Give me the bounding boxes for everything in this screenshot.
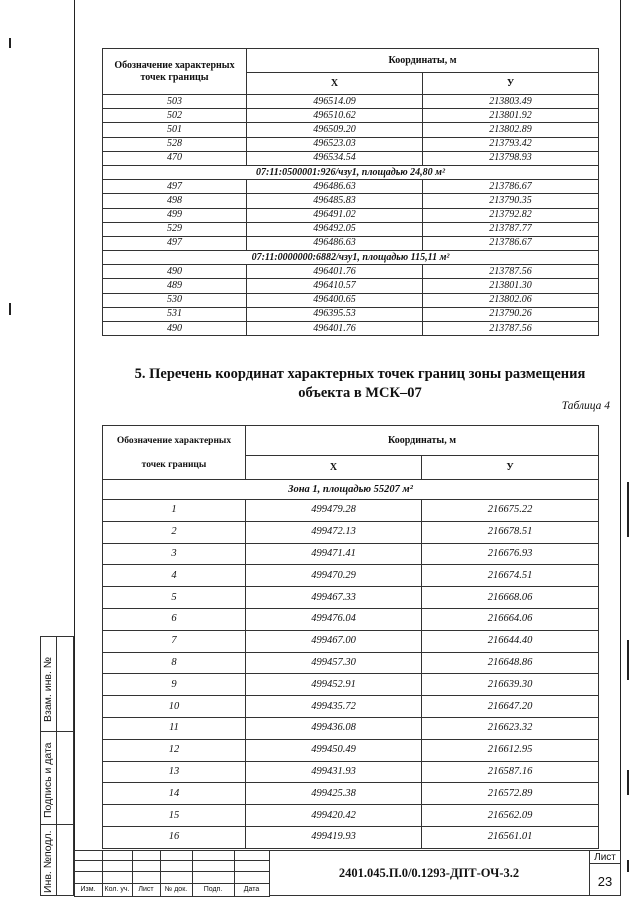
title-block-label: Подп. xyxy=(203,886,223,893)
coordinates-table-continued xyxy=(102,48,599,336)
table-row xyxy=(103,565,599,587)
coord-x: 499471.41 xyxy=(246,543,422,565)
coord-x: 496510.62 xyxy=(247,109,423,123)
coord-x: 496534.54 xyxy=(247,151,423,165)
zone-label: 07:11:0000000:6882/чзу1, площадью 115,11 м² xyxy=(103,251,599,265)
table1-body xyxy=(103,95,599,336)
coord-x: 499452.91 xyxy=(246,674,422,696)
scan-mark xyxy=(627,482,629,537)
title-block-label: Изм. xyxy=(80,886,96,893)
coord-x: 496401.76 xyxy=(247,265,423,279)
point-number: 497 xyxy=(103,180,247,194)
coord-x: 499457.30 xyxy=(246,652,422,674)
coord-y: 213801.30 xyxy=(423,279,599,293)
side-stamp-vzam-value xyxy=(56,636,74,732)
point-number: 499 xyxy=(103,208,247,222)
table-row xyxy=(103,696,599,718)
header-x: X xyxy=(246,456,422,480)
header-coordinates: Координаты, м xyxy=(246,426,599,456)
point-number: 497 xyxy=(103,236,247,250)
table-row xyxy=(103,500,599,522)
coord-y: 213801.92 xyxy=(423,109,599,123)
header-point-designation: Обозначение характерных точек границы xyxy=(103,49,247,95)
table-row xyxy=(103,630,599,652)
document-number: 2401.045.П.0/0.1293-ДПТ-ОЧ-3.2 xyxy=(338,866,520,880)
frame-right-line xyxy=(620,0,621,896)
point-number: 7 xyxy=(103,630,246,652)
coord-y: 216668.06 xyxy=(422,587,599,609)
title-block xyxy=(74,850,621,896)
point-number: 490 xyxy=(103,265,247,279)
table-label: Таблица 4 xyxy=(561,400,610,412)
point-number: 530 xyxy=(103,293,247,307)
table-row xyxy=(103,674,599,696)
coord-y: 216562.09 xyxy=(422,805,599,827)
scan-mark xyxy=(627,860,629,872)
coord-y: 216572.89 xyxy=(422,783,599,805)
point-number: 12 xyxy=(103,739,246,761)
title-block-label: Лист xyxy=(138,886,154,893)
coord-y: 216676.93 xyxy=(422,543,599,565)
coord-x: 496395.53 xyxy=(247,307,423,321)
coord-y: 213790.26 xyxy=(423,307,599,321)
coord-y: 216675.22 xyxy=(422,500,599,522)
coord-x: 499472.13 xyxy=(246,521,422,543)
sheet-number: 23 xyxy=(597,874,613,889)
coord-x: 499420.42 xyxy=(246,805,422,827)
scan-mark xyxy=(9,303,11,315)
table-row xyxy=(103,236,599,250)
header-point-designation-line1: Обозначение характерных xyxy=(116,435,232,446)
point-number: 502 xyxy=(103,109,247,123)
side-stamp-inv-label: Инв. №подл. xyxy=(42,830,54,893)
coord-x: 496410.57 xyxy=(247,279,423,293)
coord-y: 213787.56 xyxy=(423,322,599,336)
coord-x: 496492.05 xyxy=(247,222,423,236)
coord-x: 496486.63 xyxy=(247,180,423,194)
point-number: 5 xyxy=(103,587,246,609)
table-row xyxy=(103,109,599,123)
header-y: У xyxy=(422,456,599,480)
zone-row xyxy=(103,165,599,179)
frame-left-line xyxy=(74,0,75,896)
coord-y: 216648.86 xyxy=(422,652,599,674)
title-block-label: Кол. уч. xyxy=(104,886,130,893)
point-number: 6 xyxy=(103,608,246,630)
point-number: 470 xyxy=(103,151,247,165)
coord-y: 216644.40 xyxy=(422,630,599,652)
title-block-label: Дата xyxy=(243,886,260,893)
coord-x: 496401.76 xyxy=(247,322,423,336)
table-row xyxy=(103,761,599,783)
section-title-line2: объекта в МСК–07 xyxy=(298,385,422,401)
side-stamp-inv-value xyxy=(56,824,74,896)
point-number: 528 xyxy=(103,137,247,151)
table2-body xyxy=(103,480,599,849)
scan-mark xyxy=(627,770,629,795)
point-number: 1 xyxy=(103,500,246,522)
point-number: 489 xyxy=(103,279,247,293)
coord-y: 213798.93 xyxy=(423,151,599,165)
coord-x: 499435.72 xyxy=(246,696,422,718)
point-number: 9 xyxy=(103,674,246,696)
coord-x: 499476.04 xyxy=(246,608,422,630)
coord-x: 496509.20 xyxy=(247,123,423,137)
coord-x: 499419.93 xyxy=(246,826,422,848)
coord-y: 213787.77 xyxy=(423,222,599,236)
coord-x: 496485.83 xyxy=(247,194,423,208)
table-row xyxy=(103,543,599,565)
table-row xyxy=(103,521,599,543)
coord-y: 216674.51 xyxy=(422,565,599,587)
table-row xyxy=(103,608,599,630)
coord-y: 213786.67 xyxy=(423,236,599,250)
point-number: 529 xyxy=(103,222,247,236)
table-row xyxy=(103,151,599,165)
coord-y: 213802.06 xyxy=(423,293,599,307)
table-row xyxy=(103,279,599,293)
coord-x: 499467.00 xyxy=(246,630,422,652)
table-row xyxy=(103,307,599,321)
title-block-label: № док. xyxy=(164,886,188,893)
table-row xyxy=(103,587,599,609)
zone-row xyxy=(103,251,599,265)
point-number: 2 xyxy=(103,521,246,543)
header-x: X xyxy=(247,73,423,95)
side-stamp-podpis-label: Подпись и дата xyxy=(42,742,54,818)
table-row xyxy=(103,652,599,674)
coord-y: 216612.95 xyxy=(422,739,599,761)
coord-y: 216561.01 xyxy=(422,826,599,848)
coord-y: 213793.42 xyxy=(423,137,599,151)
point-number: 501 xyxy=(103,123,247,137)
coordinates-table xyxy=(102,425,599,849)
table-row xyxy=(103,717,599,739)
zone-label: Зона 1, площадью 55207 м² xyxy=(103,480,599,500)
side-stamp-podpis-value xyxy=(56,731,74,825)
point-number: 10 xyxy=(103,696,246,718)
coord-x: 496400.65 xyxy=(247,293,423,307)
coord-y: 216678.51 xyxy=(422,521,599,543)
point-number: 15 xyxy=(103,805,246,827)
coord-x: 499470.29 xyxy=(246,565,422,587)
table-row xyxy=(103,180,599,194)
header-point-designation xyxy=(103,426,246,480)
table-row xyxy=(103,222,599,236)
coord-y: 213786.67 xyxy=(423,180,599,194)
point-number: 498 xyxy=(103,194,247,208)
point-number: 16 xyxy=(103,826,246,848)
sheet-label: Лист xyxy=(594,852,616,863)
coord-y: 213792.82 xyxy=(423,208,599,222)
coord-y: 216647.20 xyxy=(422,696,599,718)
point-number: 4 xyxy=(103,565,246,587)
coord-y: 213802.89 xyxy=(423,123,599,137)
point-number: 8 xyxy=(103,652,246,674)
table-row xyxy=(103,95,599,109)
table-row xyxy=(103,123,599,137)
coord-x: 496523.03 xyxy=(247,137,423,151)
coord-x: 499479.28 xyxy=(246,500,422,522)
header-point-designation-line2: точек границы xyxy=(141,459,207,470)
table-row xyxy=(103,805,599,827)
header-y: У xyxy=(423,73,599,95)
coord-y: 213803.49 xyxy=(423,95,599,109)
section-title xyxy=(100,365,620,403)
point-number: 14 xyxy=(103,783,246,805)
zone-label: 07:11:0500001:926/чзу1, площадью 24,80 м² xyxy=(103,165,599,179)
coord-y: 216664.06 xyxy=(422,608,599,630)
coord-y: 216587.16 xyxy=(422,761,599,783)
point-number: 503 xyxy=(103,95,247,109)
point-number: 11 xyxy=(103,717,246,739)
header-coordinates: Координаты, м xyxy=(247,49,599,73)
section-title-line1: 5. Перечень координат характерных точек границ зоны размещения xyxy=(134,366,586,382)
table-row xyxy=(103,322,599,336)
table-row xyxy=(103,293,599,307)
coord-x: 499467.33 xyxy=(246,587,422,609)
coord-x: 499436.08 xyxy=(246,717,422,739)
scan-mark xyxy=(9,38,11,48)
coord-x: 499425.38 xyxy=(246,783,422,805)
coord-x: 496514.09 xyxy=(247,95,423,109)
coord-y: 216639.30 xyxy=(422,674,599,696)
table-row xyxy=(103,783,599,805)
coord-x: 496486.63 xyxy=(247,236,423,250)
coord-x: 496491.02 xyxy=(247,208,423,222)
table-row xyxy=(103,194,599,208)
point-number: 531 xyxy=(103,307,247,321)
point-number: 13 xyxy=(103,761,246,783)
coord-y: 213790.35 xyxy=(423,194,599,208)
coord-x: 499450.49 xyxy=(246,739,422,761)
side-stamp-vzam-label: Взам. инв. № xyxy=(42,656,54,722)
coord-y: 213787.56 xyxy=(423,265,599,279)
coord-y: 216623.32 xyxy=(422,717,599,739)
scan-mark xyxy=(627,640,629,680)
point-number: 490 xyxy=(103,322,247,336)
point-number: 3 xyxy=(103,543,246,565)
table-row xyxy=(103,826,599,848)
coord-x: 499431.93 xyxy=(246,761,422,783)
table-row xyxy=(103,137,599,151)
table-row xyxy=(103,265,599,279)
table-row xyxy=(103,208,599,222)
table-row xyxy=(103,739,599,761)
